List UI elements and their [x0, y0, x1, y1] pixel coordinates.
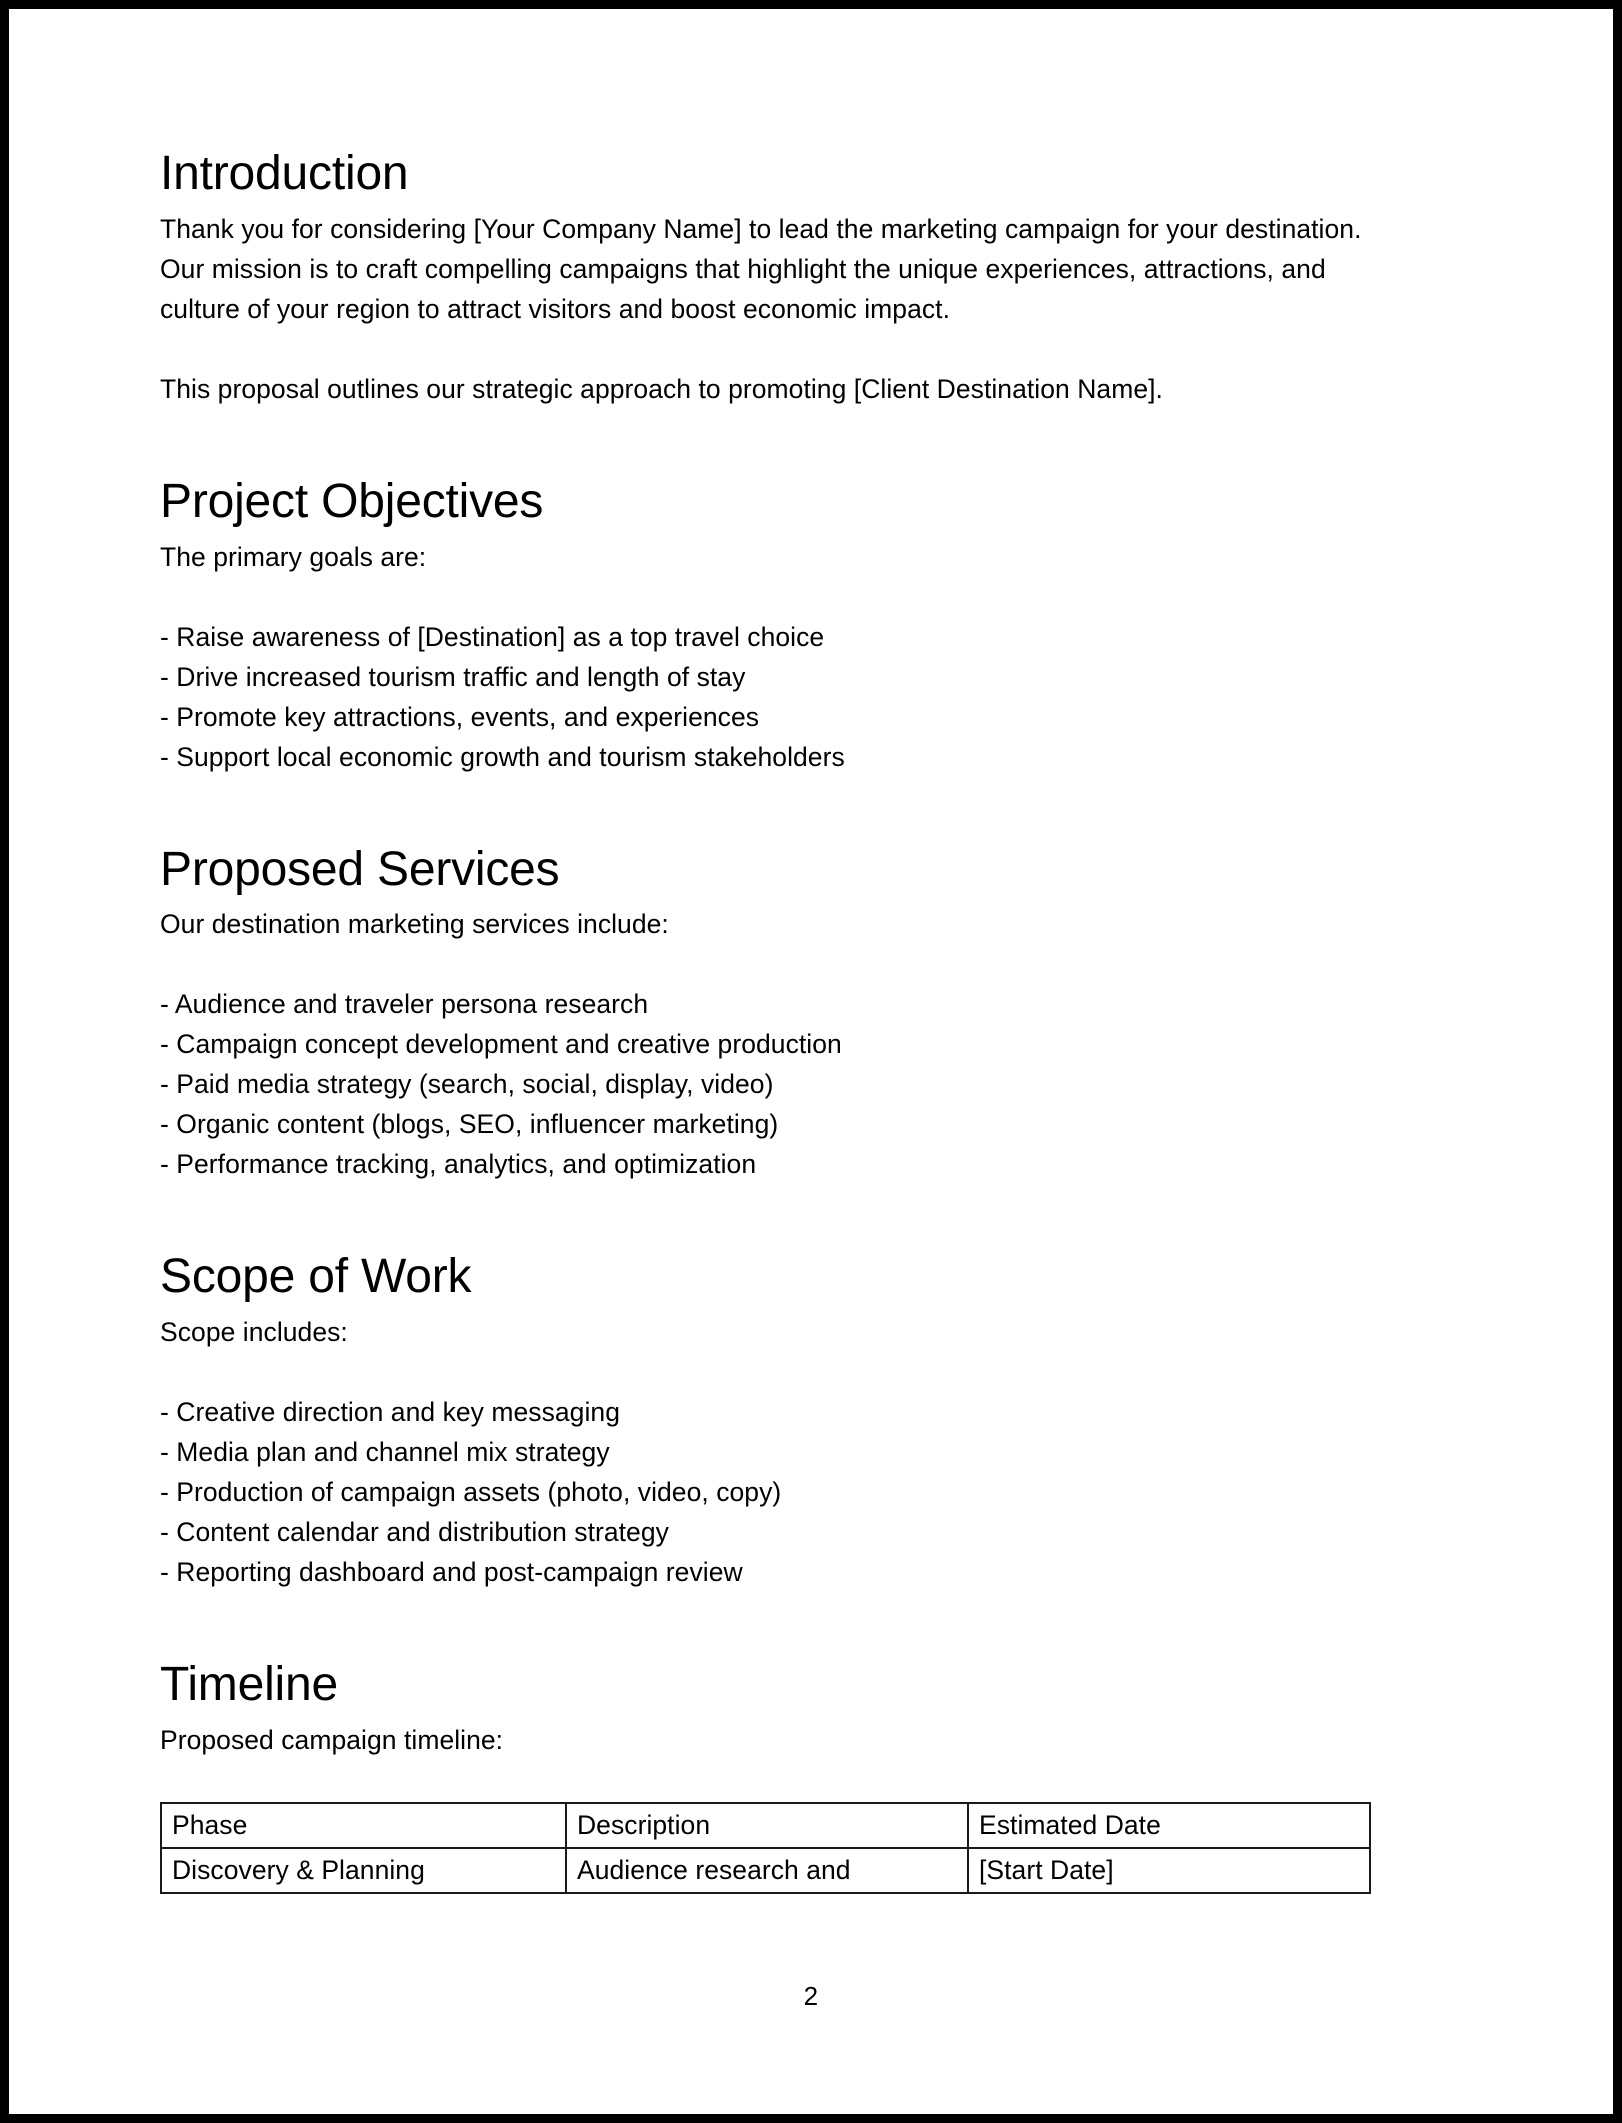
table-header-cell-description: Description [566, 1803, 968, 1848]
table-cell-description: Audience research and [566, 1848, 968, 1893]
proposed-services-list [160, 984, 1410, 1184]
proposed-services-lead: Our destination marketing services include: [160, 909, 669, 940]
list-item: - Reporting dashboard and post-campaign review [160, 1557, 743, 1587]
list-item: - Promote key attractions, events, and experiences [160, 701, 760, 732]
scope-of-work-lead: Scope includes: [160, 1317, 348, 1347]
page-number: 2 [803, 1981, 819, 2011]
table-header-row [161, 1803, 1370, 1848]
list-item: - Performance tracking, analytics, and optimization [160, 1149, 757, 1180]
page-body [160, 9, 1513, 1894]
section-heading-timeline: Timeline [160, 1658, 339, 1711]
list-item: - Production of campaign assets (photo, video, copy) [160, 1477, 782, 1507]
scope-of-work-list [160, 1392, 1410, 1592]
list-item: - Campaign concept development and creative production [160, 1029, 842, 1060]
section-heading-introduction: Introduction [160, 147, 409, 200]
timeline-lead: Proposed campaign timeline: [160, 1724, 504, 1755]
project-objectives-list [160, 617, 1410, 777]
table-cell-phase: Discovery & Planning [161, 1848, 566, 1893]
list-item: - Organic content (blogs, SEO, influencer marketing) [160, 1109, 779, 1140]
section-heading-scope-of-work: Scope of Work [160, 1250, 472, 1304]
table-header-cell-estimated-date: Estimated Date [968, 1803, 1370, 1848]
list-item: - Content calendar and distribution strategy [160, 1517, 669, 1547]
document-content [160, 9, 1410, 1894]
section-heading-proposed-services: Proposed Services [160, 842, 560, 896]
list-item: - Creative direction and key messaging [160, 1397, 620, 1427]
table-header-cell-phase: Phase [161, 1803, 566, 1848]
table-row [161, 1848, 1370, 1893]
list-item: - Audience and traveler persona research [160, 989, 649, 1020]
project-objectives-lead: The primary goals are: [160, 541, 427, 572]
introduction-paragraph-2: This proposal outlines our strategic approach to promoting [Client Destination Name]. [160, 373, 1163, 404]
list-item: - Media plan and channel mix strategy [160, 1437, 610, 1467]
list-item: - Raise awareness of [Destination] as a top travel choice [160, 621, 825, 652]
list-item: - Paid media strategy (search, social, display, video) [160, 1069, 774, 1100]
table-cell-estimated-date: [Start Date] [968, 1848, 1370, 1893]
introduction-paragraph-1: Thank you for considering [Your Company Name] to lead the marketing campaign for your destination. Our mission is to craft compelling campaigns that highlight the unique experiences, attractions, and culture of your region to attract visitors and boost economic impact. [160, 213, 1362, 324]
timeline-table [160, 1802, 1371, 1894]
list-item: - Support local economic growth and tourism stakeholders [160, 741, 845, 772]
section-heading-project-objectives: Project Objectives [160, 474, 544, 528]
list-item: - Drive increased tourism traffic and length of stay [160, 661, 746, 692]
